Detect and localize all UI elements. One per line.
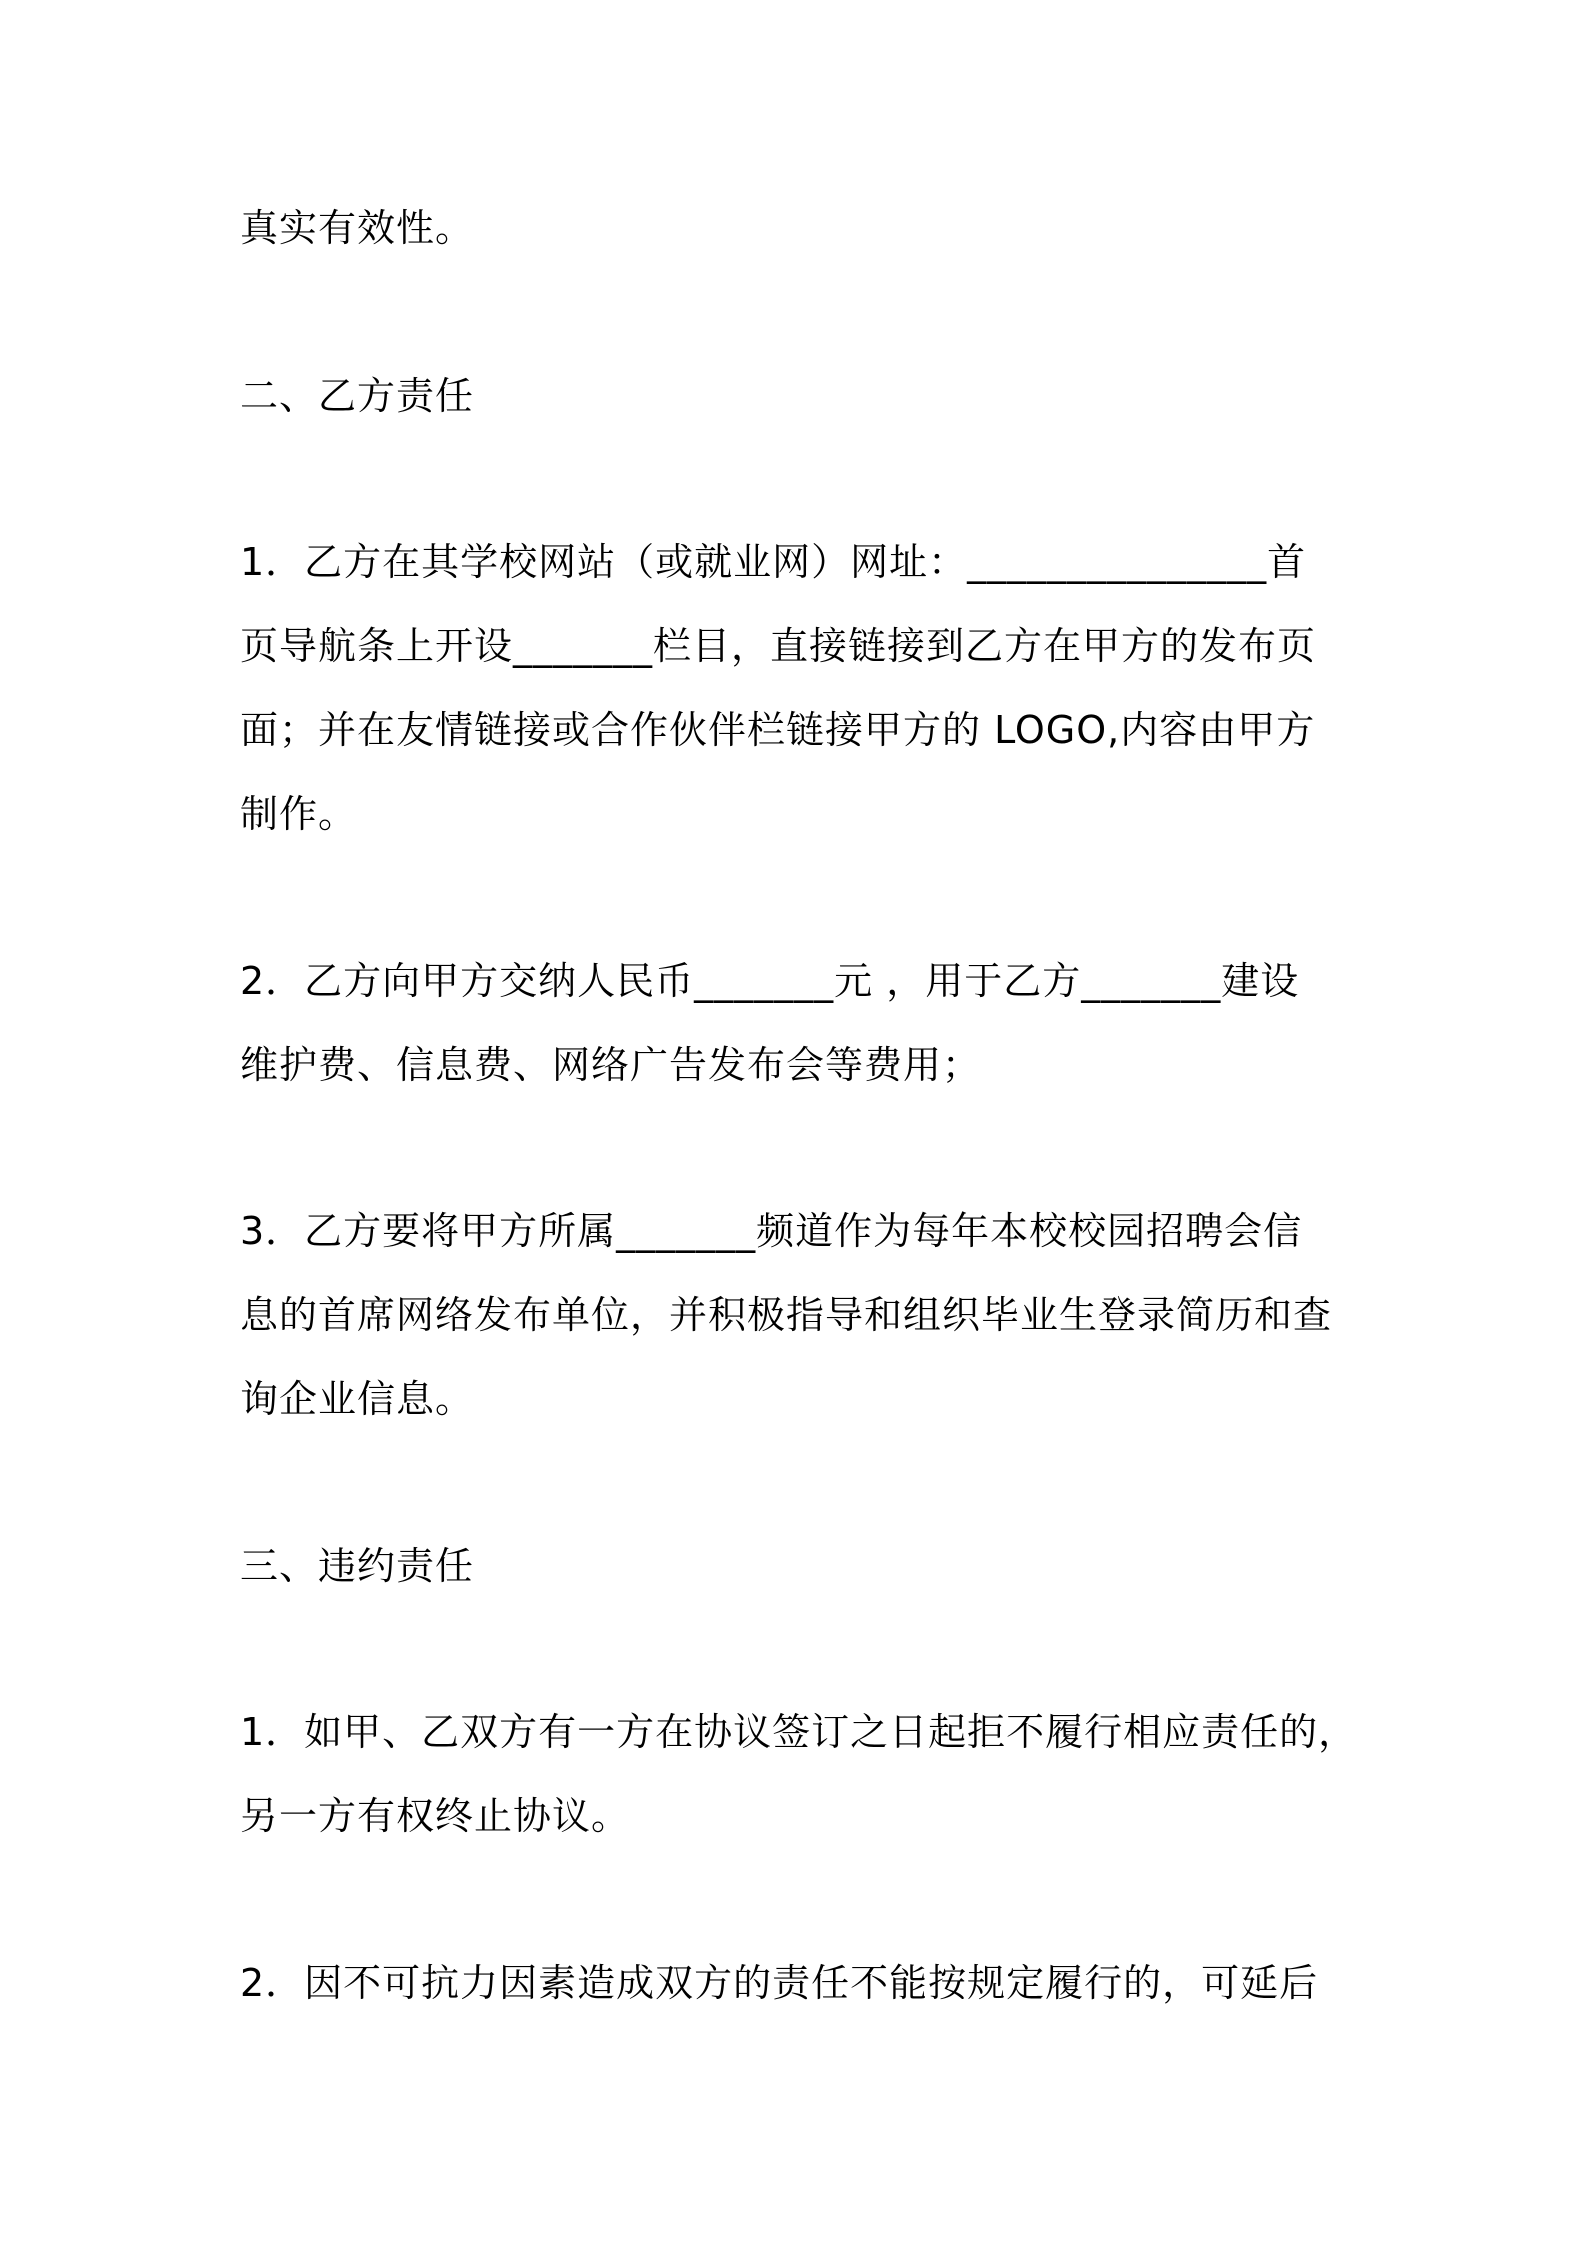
breach-clause-1-line-1: 1．如甲、乙双方有一方在协议签订之日起拒不履行相应责任的， [240,1710,1358,1754]
breach-clause-1-line-2: 另一方有权终止协议。 [240,1794,631,1838]
section-heading-breach-liability: 三、违约责任 [240,1544,475,1588]
clause-3-line-2: 息的首席网络发布单位，并积极指导和组织毕业生登录简历和查 [240,1293,1333,1337]
text-line-continuation: 真实有效性。 [240,206,475,250]
clause-2-line-2: 维护费、信息费、网络广告发布会等费用； [240,1043,982,1087]
clause-1-line-1: 1．乙方在其学校网站（或就业网）网址：_______________首 [240,540,1307,584]
clause-1-line-2: 页导航条上开设_______栏目，直接链接到乙方在甲方的发布页 [240,624,1317,668]
clause-1-line-4: 制作。 [240,792,358,836]
clause-2-line-1: 2．乙方向甲方交纳人民币_______元 ，用于乙方_______建设 [240,959,1300,1003]
clause-1-line-3: 面；并在友情链接或合作伙伴栏链接甲方的 LOGO,内容由甲方 [240,708,1316,752]
clause-3-line-1: 3．乙方要将甲方所属_______频道作为每年本校校园招聘会信 [240,1209,1303,1253]
section-heading-party-b-responsibilities: 二、乙方责任 [240,374,475,418]
clause-3-line-3: 询企业信息。 [240,1377,475,1421]
breach-clause-2-line-1: 2．因不可抗力因素造成双方的责任不能按规定履行的，可延后 [240,1961,1319,2005]
